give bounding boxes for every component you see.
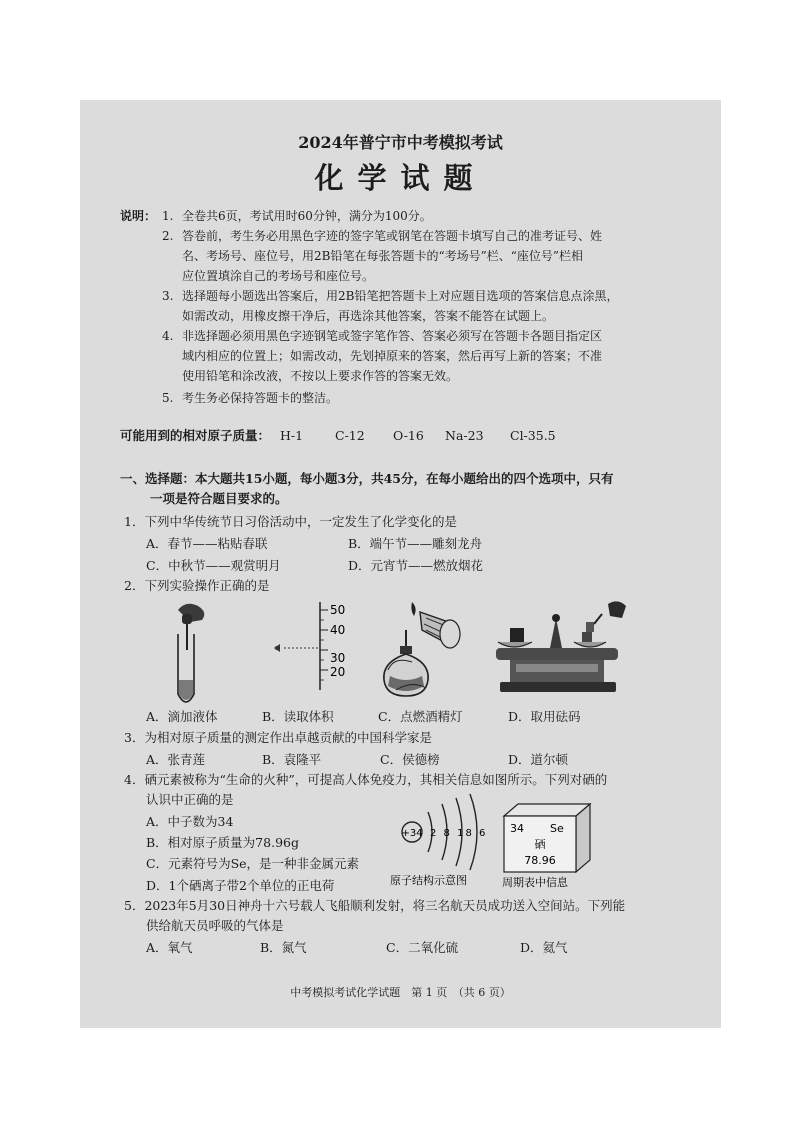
question-4-option-d: D．1个硒离子带2个单位的正电荷 <box>146 878 335 893</box>
alcohol-lamp-figure <box>376 600 466 700</box>
instruction-line: 选择题每小题选出答案后，用2B铅笔把答题卡上对应题目选项的答案信息点涂黑， <box>182 289 619 303</box>
question-1-option-c: C．中秋节——观赏明月 <box>146 558 281 573</box>
question-2-option-b: B．读取体积 <box>262 709 334 724</box>
instruction-number: 3. <box>162 289 174 303</box>
instruction-number: 4. <box>162 329 174 343</box>
balance-figure <box>490 598 640 700</box>
cylinder-tick-label: 20 <box>330 665 346 679</box>
atomic-mass-value: Cl-35.5 <box>510 428 556 443</box>
question-4-option-a: A．中子数为34 <box>146 814 234 829</box>
question-3-option-c: C．侯德榜 <box>380 752 440 767</box>
atom-nucleus-label: +34 <box>401 828 423 839</box>
question-2-option-a: A．滴加液体 <box>146 709 218 724</box>
question-1-option-b: B．端午节——雕刻龙舟 <box>348 536 483 551</box>
question-1-option-d: D．元宵节——燃放烟花 <box>348 558 484 573</box>
question-4-stem-cont: 认识中正确的是 <box>146 792 234 807</box>
atom-structure-diagram <box>390 788 500 886</box>
instruction-number: 1. <box>162 209 174 223</box>
instruction-line: 答卷前，考生务必用黑色字迹的签字笔或钢笔在答题卡填写自己的准考证号、姓 <box>182 229 603 243</box>
atomic-mass-value: O-16 <box>393 428 424 443</box>
question-5-option-b: B．氮气 <box>260 940 307 955</box>
question-3-stem: 3．为相对原子质量的测定作出卓越贡献的中国科学家是 <box>124 730 432 745</box>
section-heading: 一、选择题：本大题共15小题，每小题3分，共45分，在每小题给出的四个选项中，只有 <box>120 471 614 486</box>
instruction-line: 如需改动，用橡皮擦干净后，再选涂其他答案，答案不能答在试题上。 <box>182 309 555 323</box>
atomic-mass-value: Na-23 <box>445 428 484 443</box>
instruction-line: 非选择题必须用黑色字迹钢笔或签字笔作答、答案必须写在答题卡各题目指定区 <box>182 329 603 343</box>
instruction-line: 考生务必保持答题卡的整洁。 <box>182 391 339 405</box>
question-4-option-b: B．相对原子质量为78.96g <box>146 835 299 850</box>
exam-title: 2024年普宁市中考模拟考试 <box>298 133 503 152</box>
element-atomic-number: 34 <box>510 822 524 835</box>
question-5-stem: 5．2023年5月30日神舟十六号载人飞船顺利发射，将三名航天员成功送入空间站。下列能 <box>124 898 626 913</box>
question-3-option-b: B．袁隆平 <box>262 752 322 767</box>
question-5-option-a: A．氧气 <box>146 940 193 955</box>
cylinder-tick-label: 50 <box>330 603 346 617</box>
question-2-option-d: D．取用砝码 <box>508 709 581 724</box>
subject-title: 化学试题 <box>314 161 487 195</box>
periodic-table-cell <box>500 802 600 888</box>
page-footer: 中考模拟考试化学试题 第 1 页 （共 6 页） <box>290 986 511 999</box>
atom-diagram-caption: 原子结构示意图 <box>390 874 467 887</box>
element-name: 硒 <box>534 838 546 851</box>
instruction-number: 2. <box>162 229 174 243</box>
instruction-number: 5. <box>162 391 174 405</box>
exam-paper <box>80 100 721 1028</box>
element-atomic-mass: 78.96 <box>524 854 556 867</box>
question-5-option-d: D．氦气 <box>520 940 568 955</box>
cylinder-tick-label: 30 <box>330 651 346 665</box>
atom-shell-electrons: 2 8 18 6 <box>430 828 488 839</box>
atomic-mass-label: 可能用到的相对原子质量： <box>120 428 271 443</box>
atomic-mass-value: C-12 <box>335 428 365 443</box>
question-1-stem: 1．下列中华传统节日习俗活动中，一定发生了化学变化的是 <box>124 514 457 529</box>
dropper-test-tube-figure <box>166 600 216 704</box>
instruction-line: 名、考场号、座位号，用2B铅笔在每张答题卡的“考场号”栏、“座位号”栏相 <box>182 249 583 263</box>
question-2-stem: 2．下列实验操作正确的是 <box>124 578 270 593</box>
instruction-line: 域内相应的位置上；如需改动，先划掉原来的答案，然后再写上新的答案；不准 <box>182 349 603 363</box>
question-4-stem: 4．硒元素被称为“生命的火种”，可提高人体免疫力，其相关信息如图所示。下列对硒的 <box>124 772 608 787</box>
instruction-line: 应位置填涂自己的考场号和座位号。 <box>182 269 375 283</box>
atomic-mass-value: H-1 <box>280 428 304 443</box>
section-heading-cont: 一项是符合题目要求的。 <box>150 491 288 506</box>
periodic-cell-caption: 周期表中信息 <box>502 876 568 889</box>
question-5-stem-cont: 供给航天员呼吸的气体是 <box>146 918 284 933</box>
graduated-cylinder-figure <box>266 600 376 698</box>
instruction-line: 使用铅笔和涂改液，不按以上要求作答的答案无效。 <box>182 369 459 383</box>
question-3-option-a: A．张青莲 <box>146 752 206 767</box>
instruction-line: 全卷共6页，考试用时60分钟，满分为100分。 <box>182 209 432 223</box>
question-3-option-d: D．道尔顿 <box>508 752 569 767</box>
cylinder-tick-label: 40 <box>330 623 346 637</box>
question-2-option-c: C．点燃酒精灯 <box>378 709 463 724</box>
element-symbol: Se <box>550 822 564 835</box>
question-5-option-c: C．二氧化硫 <box>386 940 459 955</box>
question-1-option-a: A．春节——粘贴春联 <box>146 536 268 551</box>
question-4-option-c: C．元素符号为Se，是一种非金属元素 <box>146 856 360 871</box>
instructions-label: 说明： <box>120 209 157 223</box>
